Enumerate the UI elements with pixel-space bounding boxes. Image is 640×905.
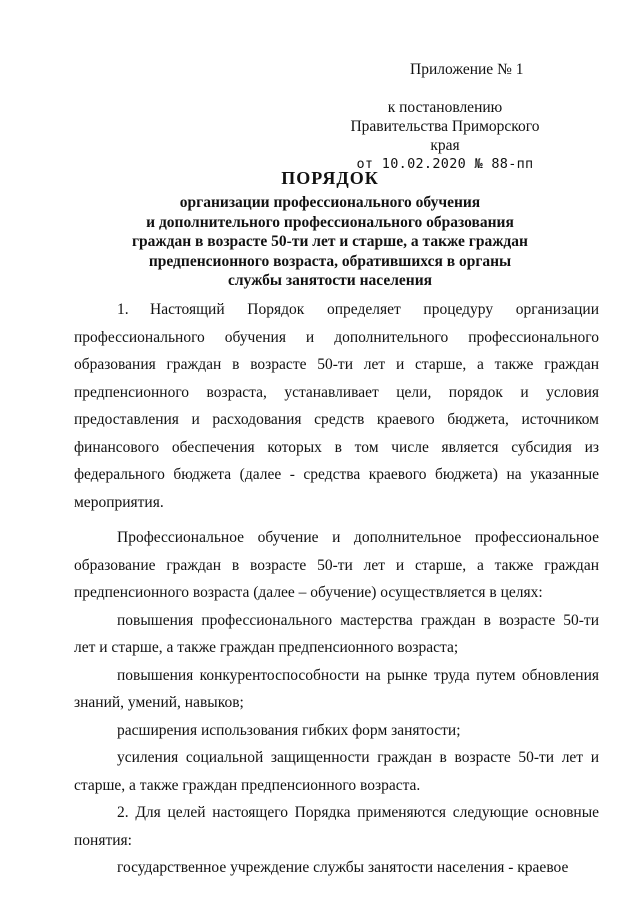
paragraph-1: [74, 296, 599, 516]
decree-line-1: к постановлению: [387, 99, 503, 116]
document-body: [74, 296, 599, 882]
document-subtitle: [80, 193, 580, 291]
decree-line-2: Правительства Приморского края: [350, 118, 540, 154]
paragraph: расширения использования гибких форм занятости;: [117, 721, 461, 739]
document-title: ПОРЯДОК: [281, 168, 379, 188]
subtitle-line: предпенсионного возраста, обратившихся в органы: [148, 252, 512, 270]
subtitle-line: и дополнительного профессионального образования: [146, 213, 514, 231]
paragraph: повышения конкурентоспособности на рынке труда путем обновления знаний, умений, навыков;: [74, 666, 599, 711]
paragraph: Профессиональное обучение и дополнительное профессиональное образование граждан в возрасте 50-ти лет и старше, а также граждан предпенсионного возраста (далее – обучение) осуществляется в целях:: [74, 529, 599, 601]
paragraph: повышения профессионального мастерства граждан в возрасте 50-ти лет и старше, а также граждан предпенсионного возраста;: [74, 611, 599, 656]
subtitle-line: организации профессионального обучения: [179, 194, 481, 211]
paragraph-number: 1.: [117, 301, 129, 318]
decree-reference: [340, 98, 550, 174]
paragraph: государственное учреждение службы занятости населения - краевое: [117, 859, 569, 876]
subtitle-line: службы занятости населения: [227, 272, 433, 289]
appendix-number: Приложение № 1: [410, 61, 524, 78]
paragraph-2: 2. Для целей настоящего Порядка применяются следующие основные понятия:: [74, 804, 599, 849]
paragraph-text: Настоящий Порядок определяет процедуру организации профессионального обучения и дополнительного профессионального образования граждан в возрасте 50-ти лет и старше, а также граждан предпенсионного возраста, устанавливает цели, порядок и условия предоставления и расходования средств краевого бюджета, источником финансового обеспечения которых в том числе является субсидия из федерального бюджета (далее - средства краевого бюджета) на указанные мероприятия.: [74, 301, 599, 511]
decree-date: от 10.02.2020 № 88-пп: [356, 156, 534, 172]
paragraph: усиления социальной защищенности граждан в возрасте 50-ти лет и старше, а также граждан предпенсионного возраста.: [74, 749, 599, 794]
appendix-label: [370, 60, 540, 79]
subtitle-line: граждан в возрасте 50-ти лет и старше, а также граждан: [132, 233, 528, 250]
